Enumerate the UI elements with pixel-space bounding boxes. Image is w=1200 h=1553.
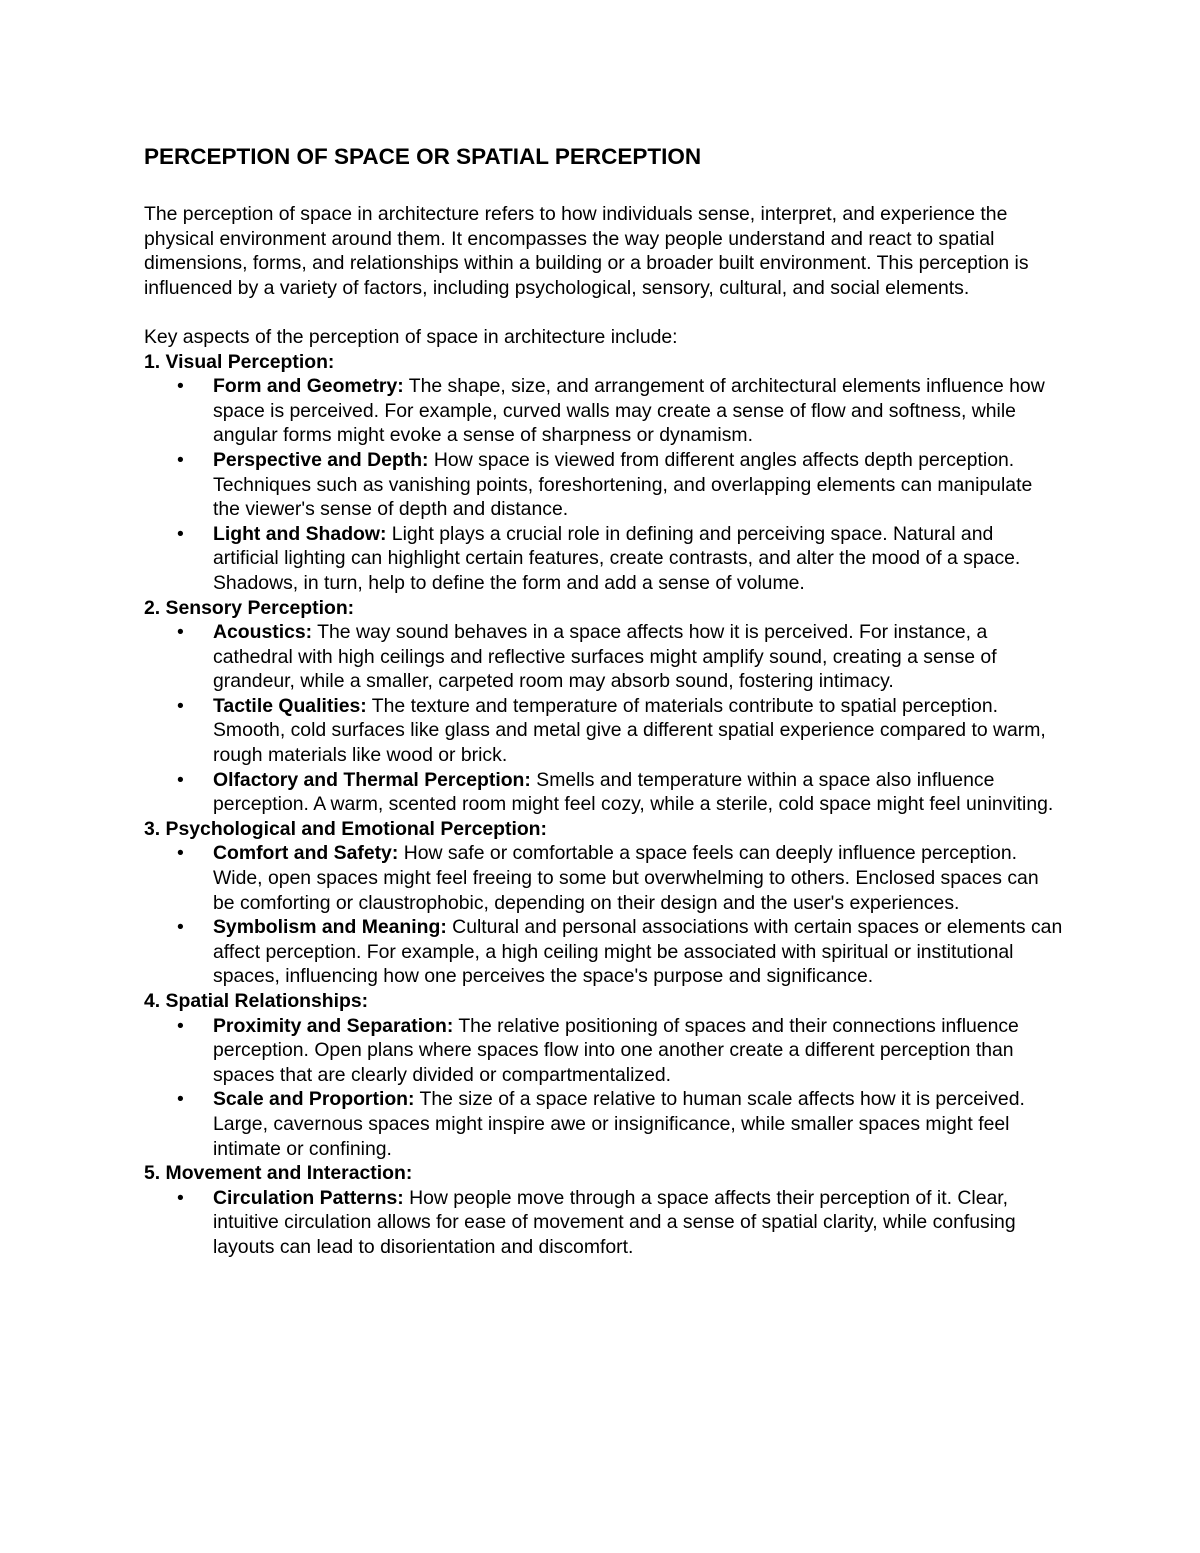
list-item: [144, 374, 1064, 448]
list-item: [144, 694, 1064, 768]
list-item-term: Light and Shadow:: [213, 522, 387, 545]
list-item: [144, 522, 1064, 596]
list-item: [144, 768, 1064, 817]
list-item: [144, 1186, 1064, 1260]
bullet-icon: •: [177, 375, 184, 398]
list-item: [144, 915, 1064, 989]
list-item-term: Tactile Qualities:: [213, 694, 367, 717]
list-item-term: Circulation Patterns:: [213, 1186, 404, 1209]
sections-container: [144, 350, 1064, 1260]
list-item: [144, 1087, 1064, 1161]
section-heading: 1. Visual Perception:: [144, 350, 335, 373]
list-item-term: Olfactory and Thermal Perception:: [213, 768, 531, 791]
list-item-text: How space is viewed from different angles affects depth perception. Techniques such as vanishing points, foreshortening, and overlapping elements can manipulate the viewer's sense of depth and distance.: [213, 448, 1033, 521]
list-item-text: The way sound behaves in a space affects how it is perceived. For instance, a cathedral with high ceilings and reflective surfaces might amplify sound, creating a sense of grandeur, while a smaller, carpeted room may absorb sound, fostering intimacy.: [213, 621, 997, 693]
bullet-icon: •: [177, 768, 184, 791]
list-item-text: How people move through a space affects their perception of it. Clear, intuitive circulation allows for ease of movement and a sense of spatial clarity, while confusing layouts can lead to disorientation and discomfort.: [213, 1186, 1016, 1258]
bullet-icon: •: [177, 621, 184, 644]
list-item-text: Light plays a crucial role in defining and perceiving space. Natural and artificial lighting can highlight certain features, create contrasts, and alter the mood of a space. Shadows, in turn, help to define the form and add a sense of volume.: [213, 522, 1021, 594]
document-title: PERCEPTION OF SPACE OR SPATIAL PERCEPTION: [144, 144, 702, 169]
lead-sentence: Key aspects of the perception of space in architecture include:: [144, 325, 678, 348]
bullet-list: [144, 1014, 1064, 1162]
list-item-term: Acoustics:: [213, 621, 313, 644]
list-item: [144, 1014, 1064, 1088]
intro-paragraph: The perception of space in architecture refers to how individuals sense, interpret, and experience the physical environment around them. It encompasses the way people understand and react to spatial dimensions, forms, and relationships within a building or a broader built environment. This perception is influenced by a variety of factors, including psychological, sensory, cultural, and social elements.: [144, 203, 1029, 299]
bullet-list: [144, 841, 1064, 989]
list-item-term: Perspective and Depth:: [213, 448, 429, 471]
document-page: [144, 142, 1064, 1260]
list-item-text: How safe or comfortable a space feels can deeply influence perception. Wide, open spaces might feel freeing to some but overwhelming to others. Enclosed spaces can be comforting or claustrophobic, depending on their design and the user's experiences.: [213, 842, 1039, 914]
bullet-icon: •: [177, 842, 184, 865]
list-item-text: The shape, size, and arrangement of architectural elements influence how space is perceived. For example, curved walls may create a sense of flow and softness, while angular forms might evoke a sense of sharpness or dynamism.: [213, 375, 1045, 447]
list-item-term: Form and Geometry:: [213, 375, 404, 398]
bullet-icon: •: [177, 1088, 184, 1111]
bullet-icon: •: [177, 448, 184, 471]
bullet-list: [144, 620, 1064, 817]
bullet-icon: •: [177, 1014, 184, 1037]
list-item-term: Symbolism and Meaning:: [213, 916, 447, 939]
bullet-icon: •: [177, 522, 184, 545]
list-item: [144, 448, 1064, 522]
list-item-text: The texture and temperature of materials contribute to spatial perception. Smooth, cold surfaces like glass and metal give a different spatial experience compared to warm, rough materials like wood or brick.: [213, 694, 1046, 767]
section-heading: 2. Sensory Perception:: [144, 596, 355, 619]
list-item-text: The relative positioning of spaces and their connections influence perception. Open plans where spaces flow into one another create a different perception than spaces that are clearly divided or compartmentalized.: [213, 1014, 1019, 1086]
bullet-icon: •: [177, 916, 184, 939]
list-item-text: The size of a space relative to human scale affects how it is perceived. Large, cavernous spaces might inspire awe or insignificance, while smaller spaces might feel intimate or confining.: [213, 1088, 1025, 1160]
bullet-icon: •: [177, 1186, 184, 1209]
list-item: [144, 841, 1064, 915]
list-item-term: Comfort and Safety:: [213, 842, 399, 865]
list-item-text: Smells and temperature within a space also influence perception. A warm, scented room might feel cozy, while a sterile, cold space might feel uninviting.: [213, 768, 1054, 816]
bullet-list: [144, 374, 1064, 595]
section-heading: 4. Spatial Relationships:: [144, 990, 369, 1012]
list-item-text: Cultural and personal associations with certain spaces or elements can affect perception. For example, a high ceiling might be associated with spiritual or institutional spaces, influencing how one perceives the space's purpose and significance.: [213, 916, 1063, 988]
section-heading: 3. Psychological and Emotional Perception:: [144, 817, 547, 840]
list-item: [144, 620, 1064, 694]
bullet-list: [144, 1186, 1064, 1260]
section-heading: 5. Movement and Interaction:: [144, 1162, 413, 1185]
list-item-term: Proximity and Separation:: [213, 1014, 454, 1037]
bullet-icon: •: [177, 694, 184, 717]
list-item-term: Scale and Proportion:: [213, 1088, 415, 1111]
